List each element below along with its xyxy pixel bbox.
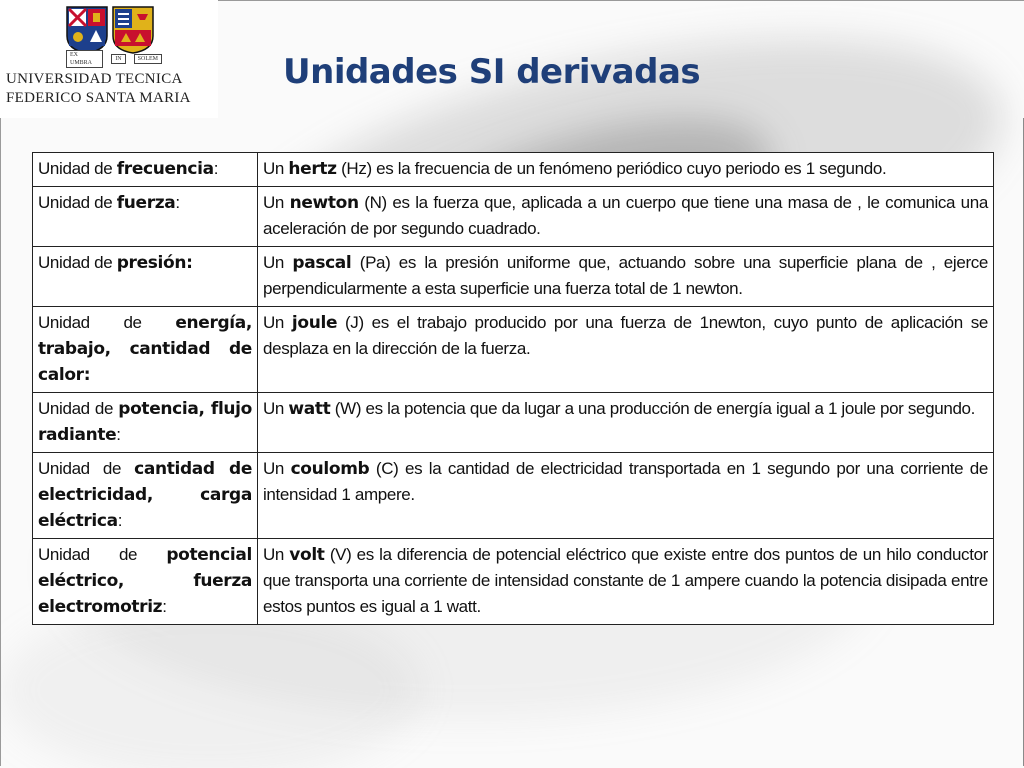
quantity-name: potencia, flujo radiante (38, 399, 252, 445)
quantity-suffix: : (162, 597, 167, 616)
unit-quantity-cell (33, 307, 258, 393)
definition-text: (V) es la diferencia de potencial eléctrico que existe entre dos puntos de un hilo conductor que transporta una corriente de intensidad constante de 1 ampere cuando la potencia disipada entre estos puntos es igual a 1 watt. (263, 545, 988, 616)
unit-quantity-cell (33, 187, 258, 247)
unit-name: volt (289, 545, 325, 565)
unit-name: pascal (292, 253, 352, 273)
quantity-prefix: Unidad de (38, 545, 167, 564)
unit-definition-cell (258, 393, 994, 453)
table-row (33, 153, 994, 187)
motto-mid: IN (111, 54, 125, 64)
unit-definition-cell (258, 453, 994, 539)
table-row (33, 453, 994, 539)
quantity-suffix: : (117, 511, 123, 530)
slide-title: Unidades SI derivadas (283, 52, 701, 92)
university-logo (0, 0, 218, 118)
quantity-suffix: : (175, 193, 180, 212)
unit-quantity-cell (33, 247, 258, 307)
quantity-prefix: Unidad de (38, 399, 119, 418)
definition-prefix: Un (263, 459, 291, 478)
unit-name: newton (289, 193, 359, 213)
definition-prefix: Un (263, 159, 289, 178)
unit-quantity-cell (33, 539, 258, 625)
table-row (33, 247, 994, 307)
definition-text: (J) es el trabajo producido por una fuerza de 1newton, cuyo punto de aplicación se desplaza en la dirección de la fuerza. (263, 313, 988, 358)
quantity-name: fuerza (116, 193, 176, 213)
table-row (33, 187, 994, 247)
table-row (33, 539, 994, 625)
quantity-prefix: Unidad de (38, 159, 117, 178)
university-name-line1: UNIVERSIDAD TECNICA (6, 71, 183, 87)
quantity-suffix: : (213, 159, 219, 178)
quantity-name: frecuencia (116, 159, 214, 179)
logo-motto-banner (66, 53, 162, 64)
unit-quantity-cell (33, 453, 258, 539)
unit-definition-cell (258, 153, 994, 187)
unit-definition-cell (258, 187, 994, 247)
unit-quantity-cell (33, 153, 258, 187)
definition-text: (Hz) es la frecuencia de un fenómeno periódico cuyo periodo es 1 segundo. (336, 159, 887, 178)
table-row (33, 393, 994, 453)
si-units-table (32, 152, 994, 625)
definition-text: (W) es la potencia que da lugar a una producción de energía igual a 1 joule por segundo. (330, 399, 976, 418)
unit-definition-cell (258, 307, 994, 393)
quantity-name: presión: (116, 253, 193, 273)
quantity-prefix: Unidad de (38, 459, 135, 478)
crest-left-icon (66, 6, 108, 54)
unit-name: joule (291, 313, 338, 333)
definition-prefix: Un (263, 193, 290, 212)
definition-text: (Pa) es la presión uniforme que, actuando sobre una superficie plana de , ejerce perpendicularmente a esta superficie una fuerza total de 1 newton. (263, 253, 989, 298)
quantity-suffix: : (116, 425, 121, 444)
unit-name: hertz (288, 159, 337, 179)
unit-name: watt (288, 399, 331, 419)
definition-prefix: Un (263, 545, 290, 564)
quantity-prefix: Unidad de (38, 313, 176, 332)
definition-prefix: Un (263, 399, 289, 418)
definition-prefix: Un (263, 253, 293, 272)
definition-prefix: Un (263, 313, 292, 332)
quantity-name: potencial eléctrico, fuerza electromotriz (38, 545, 252, 617)
unit-quantity-cell (33, 393, 258, 453)
quantity-prefix: Unidad de (38, 193, 117, 212)
crest-right-icon (112, 6, 154, 54)
quantity-name: cantidad de electricidad, carga eléctrica (38, 459, 252, 531)
table-row (33, 307, 994, 393)
quantity-prefix: Unidad de (38, 253, 117, 272)
quantity-name: energía, trabajo, cantidad de calor: (38, 313, 252, 385)
university-name-line2: FEDERICO SANTA MARIA (6, 90, 191, 106)
motto-right: SOLEM (134, 54, 162, 64)
unit-name: coulomb (290, 459, 370, 479)
motto-left: EX UMBRA (66, 50, 103, 68)
definition-text: (N) es la fuerza que, aplicada a un cuerpo que tiene una masa de , le comunica una aceleración de por segundo cuadrado. (263, 193, 988, 238)
definition-text: (C) es la cantidad de electricidad transportada en 1 segundo por una corriente de intensidad 1 ampere. (263, 459, 989, 504)
unit-definition-cell (258, 247, 994, 307)
unit-definition-cell (258, 539, 994, 625)
